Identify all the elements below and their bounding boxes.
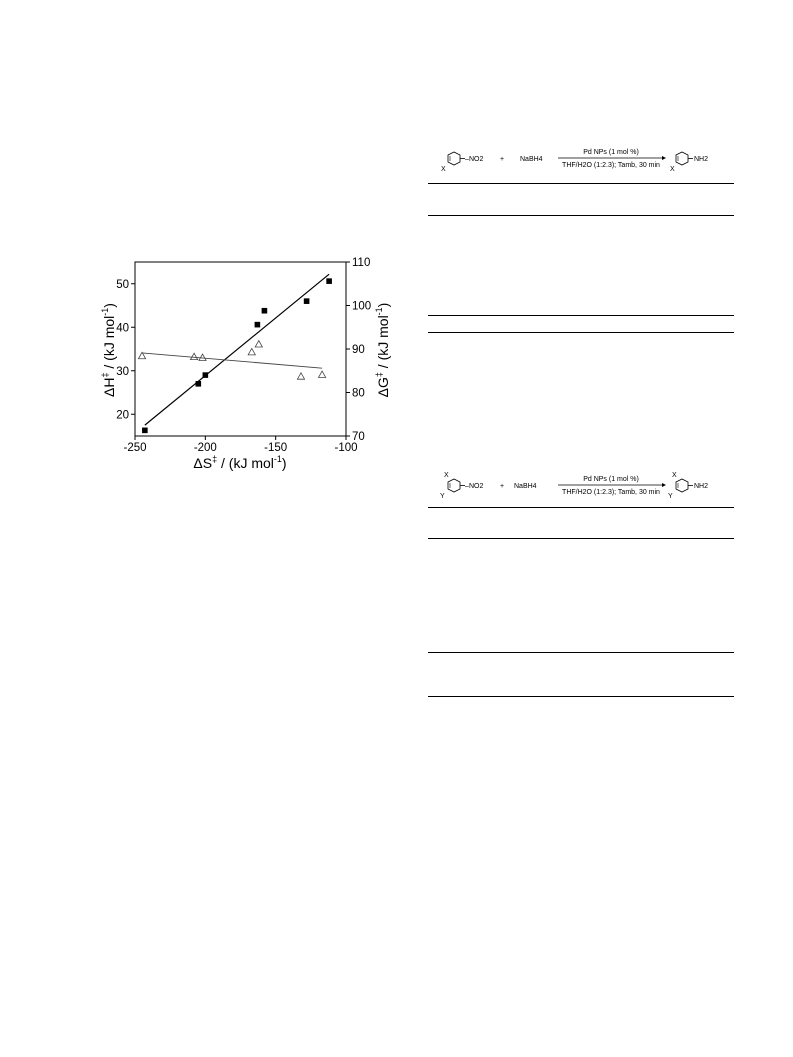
substituent-x: X [444, 472, 449, 479]
table2-top-rule [428, 507, 734, 508]
y-right-tick-label: 80 [352, 387, 365, 400]
y-right-axis-label: ΔG‡ / (kJ mol$^{-1}$) [374, 302, 391, 398]
y-left-tick-label: 50 [116, 278, 129, 291]
gibbs-point [190, 353, 197, 359]
arrow-head [662, 156, 666, 160]
substituent-y: Y [440, 493, 445, 500]
table1-bottom-rule-a [428, 315, 734, 316]
y-left-axis-label: ΔH‡ / (kJ mol$^{-1}$) [100, 303, 117, 397]
table2-header-rule [428, 538, 734, 539]
gibbs-point [255, 341, 262, 347]
nitroarene-structure [441, 152, 484, 173]
x-axis-label: ΔS‡ / (kJ mol$^{-1}$) [193, 454, 287, 471]
enthalpy-point [142, 428, 148, 434]
enthalpy-point [304, 298, 310, 304]
reaction-scheme-1 [428, 145, 734, 177]
svg-text:–: – [465, 156, 469, 163]
gibbs-point [199, 354, 206, 360]
data-points [138, 278, 331, 433]
nitro-group: NO2 [469, 156, 484, 163]
enthalpy-fit-line [145, 274, 329, 425]
y-left-tick-label: 40 [116, 322, 129, 335]
arrow-head [662, 483, 666, 487]
x-tick-label: -100 [334, 442, 358, 454]
plus-sign: + [500, 483, 505, 490]
nitro-group: NO2 [469, 483, 484, 490]
reagent-nabh4: NaBH4 [514, 483, 537, 490]
svg-text:X: X [670, 166, 675, 173]
plus-sign: + [500, 156, 505, 163]
gibbs-point [248, 348, 255, 354]
eyring-chart [100, 250, 400, 480]
condition-catalyst: Pd NPs (1 mol %) [583, 476, 639, 483]
fit-lines [142, 274, 329, 425]
reaction-scheme-2 [428, 470, 734, 504]
table2-bottom-rule-a [428, 652, 734, 653]
x-tick-label: -150 [264, 442, 288, 454]
table1-top-rule [428, 183, 734, 184]
y-left-tick-label: 30 [116, 365, 129, 378]
svg-text:Y: Y [668, 493, 673, 500]
x-tick-label: -200 [193, 442, 217, 454]
disubstituted-aniline-structure [668, 472, 708, 500]
svg-text:X: X [672, 472, 677, 479]
table1-bottom-rule-b [428, 332, 734, 333]
condition-solvent: THF/H2O (1:2.3); Tamb, 30 min [562, 489, 660, 496]
y-right-tick-label: 100 [352, 300, 372, 313]
table2-bottom-rule-b [428, 696, 734, 697]
y-left-tick-label: 20 [116, 409, 129, 422]
svg-text:–: – [465, 483, 469, 490]
disubstituted-nitroarene-structure [440, 472, 484, 500]
enthalpy-point [262, 308, 268, 314]
y-right-tick-label: 70 [352, 431, 365, 443]
gibbs-point [297, 373, 304, 379]
axis-ticks [131, 262, 350, 440]
enthalpy-point [196, 381, 202, 387]
aniline-structure [670, 152, 708, 173]
enthalpy-point [203, 372, 209, 378]
tick-labels [116, 257, 371, 454]
plot-frame [135, 262, 346, 436]
gibbs-point [318, 371, 325, 377]
enthalpy-point [326, 278, 332, 284]
gibbs-fit-line [142, 353, 322, 368]
substituent-x: X [441, 166, 446, 173]
y-right-tick-label: 110 [352, 257, 371, 269]
enthalpy-point [255, 322, 261, 328]
condition-solvent: THF/H2O (1:2.3); Tamb, 30 min [562, 162, 660, 169]
reagent-nabh4: NaBH4 [520, 156, 543, 163]
amine-group: NH2 [694, 483, 709, 490]
x-tick-label: -250 [123, 442, 147, 454]
condition-catalyst: Pd NPs (1 mol %) [583, 149, 639, 156]
y-right-tick-label: 90 [352, 344, 365, 356]
table1-header-rule [428, 215, 734, 216]
amine-group: NH2 [694, 156, 709, 163]
